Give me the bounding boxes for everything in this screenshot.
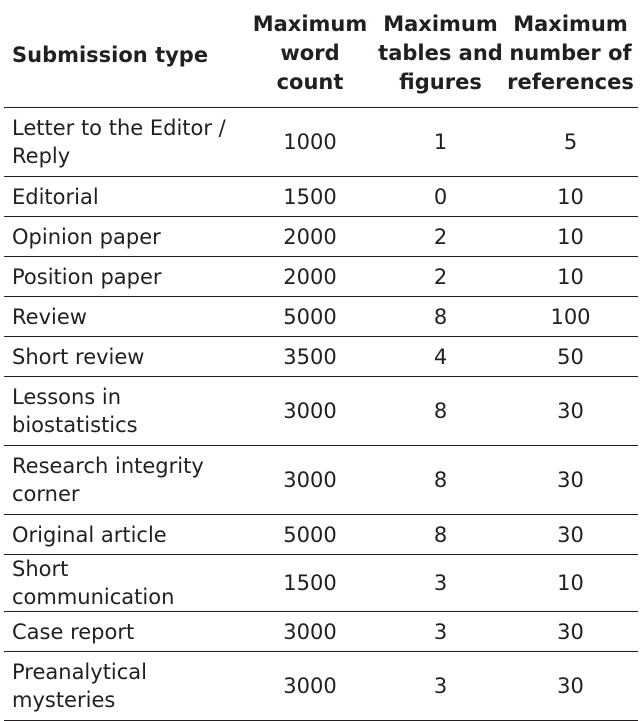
submission-type-line: Letter to the Editor / (12, 116, 226, 140)
cell-submission-type (4, 217, 242, 257)
cell-word-count: 5000 (242, 515, 378, 555)
table-row (4, 555, 638, 612)
submission-type-line: Lessons in (12, 385, 122, 409)
cell-submission-type (4, 108, 242, 177)
table-row (4, 177, 638, 217)
header-max-references (503, 0, 638, 108)
submission-type-line: Case report (12, 619, 135, 644)
cell-submission-type (4, 612, 242, 652)
submission-type-line: Research integrity (12, 454, 204, 478)
header-line: word (280, 41, 340, 65)
header-line: references (507, 70, 634, 94)
cell-submission-type (4, 297, 242, 337)
cell-word-count: 2000 (242, 257, 378, 297)
header-line: Maximum (383, 12, 498, 36)
submission-limits-table (4, 0, 638, 721)
cell-references: 30 (503, 377, 638, 446)
submission-type-line: Preanalytical (12, 660, 148, 684)
cell-word-count: 1500 (242, 555, 378, 612)
table-row (4, 446, 638, 515)
cell-word-count: 3000 (242, 612, 378, 652)
header-line: number of (509, 41, 632, 65)
submission-type-line: Short review (12, 344, 145, 369)
table-row (4, 377, 638, 446)
submission-limits-table-container (4, 0, 638, 721)
cell-submission-type (4, 446, 242, 515)
cell-word-count: 1000 (242, 108, 378, 177)
cell-word-count: 3000 (242, 652, 378, 721)
cell-submission-type (4, 177, 242, 217)
cell-references: 10 (503, 177, 638, 217)
cell-tables-figures: 3 (378, 555, 503, 612)
cell-word-count: 5000 (242, 297, 378, 337)
header-max-tables-figures (378, 0, 503, 108)
submission-type-line: Opinion paper (12, 224, 161, 249)
submission-type-line: mysteries (12, 688, 116, 712)
cell-word-count: 2000 (242, 217, 378, 257)
cell-submission-type (4, 555, 242, 612)
cell-references: 10 (503, 555, 638, 612)
cell-tables-figures: 8 (378, 297, 503, 337)
submission-type-line: Reply (12, 144, 71, 168)
submission-type-line: corner (12, 482, 80, 506)
submission-type-line: biostatistics (12, 413, 138, 437)
submission-type-line: Editorial (12, 184, 99, 209)
cell-references: 30 (503, 652, 638, 721)
header-line: Maximum (513, 12, 628, 36)
cell-word-count: 3000 (242, 377, 378, 446)
submission-type-line: Short communication (12, 557, 175, 609)
header-line: tables and (378, 41, 503, 65)
table-row (4, 217, 638, 257)
cell-submission-type (4, 257, 242, 297)
header-row (4, 0, 638, 108)
table-row (4, 612, 638, 652)
table-row (4, 257, 638, 297)
cell-word-count: 3500 (242, 337, 378, 377)
cell-tables-figures: 8 (378, 446, 503, 515)
cell-references: 10 (503, 217, 638, 257)
cell-references: 10 (503, 257, 638, 297)
cell-references: 30 (503, 612, 638, 652)
header-line: count (276, 70, 344, 94)
cell-references: 30 (503, 515, 638, 555)
header-submission-type (4, 0, 242, 108)
header-line: Submission type (12, 43, 209, 67)
table-row (4, 652, 638, 721)
cell-word-count: 1500 (242, 177, 378, 217)
submission-type-line: Review (12, 304, 87, 329)
table-row (4, 515, 638, 555)
header-max-word-count (242, 0, 378, 108)
cell-references: 50 (503, 337, 638, 377)
cell-references: 100 (503, 297, 638, 337)
cell-submission-type (4, 337, 242, 377)
cell-tables-figures: 3 (378, 652, 503, 721)
table-header (4, 0, 638, 108)
cell-references: 30 (503, 446, 638, 515)
cell-submission-type (4, 652, 242, 721)
table-row (4, 108, 638, 177)
table-row (4, 297, 638, 337)
cell-references: 5 (503, 108, 638, 177)
table-body (4, 108, 638, 721)
cell-word-count: 3000 (242, 446, 378, 515)
header-line: Maximum (252, 12, 368, 36)
table-row (4, 337, 638, 377)
cell-tables-figures: 8 (378, 377, 503, 446)
submission-type-line: Original article (12, 522, 167, 547)
cell-submission-type (4, 515, 242, 555)
submission-type-line: Position paper (12, 264, 162, 289)
cell-tables-figures: 8 (378, 515, 503, 555)
cell-tables-figures: 3 (378, 612, 503, 652)
cell-submission-type (4, 377, 242, 446)
cell-tables-figures: 2 (378, 217, 503, 257)
cell-tables-figures: 0 (378, 177, 503, 217)
header-line: figures (399, 70, 482, 94)
cell-tables-figures: 4 (378, 337, 503, 377)
cell-tables-figures: 1 (378, 108, 503, 177)
cell-tables-figures: 2 (378, 257, 503, 297)
